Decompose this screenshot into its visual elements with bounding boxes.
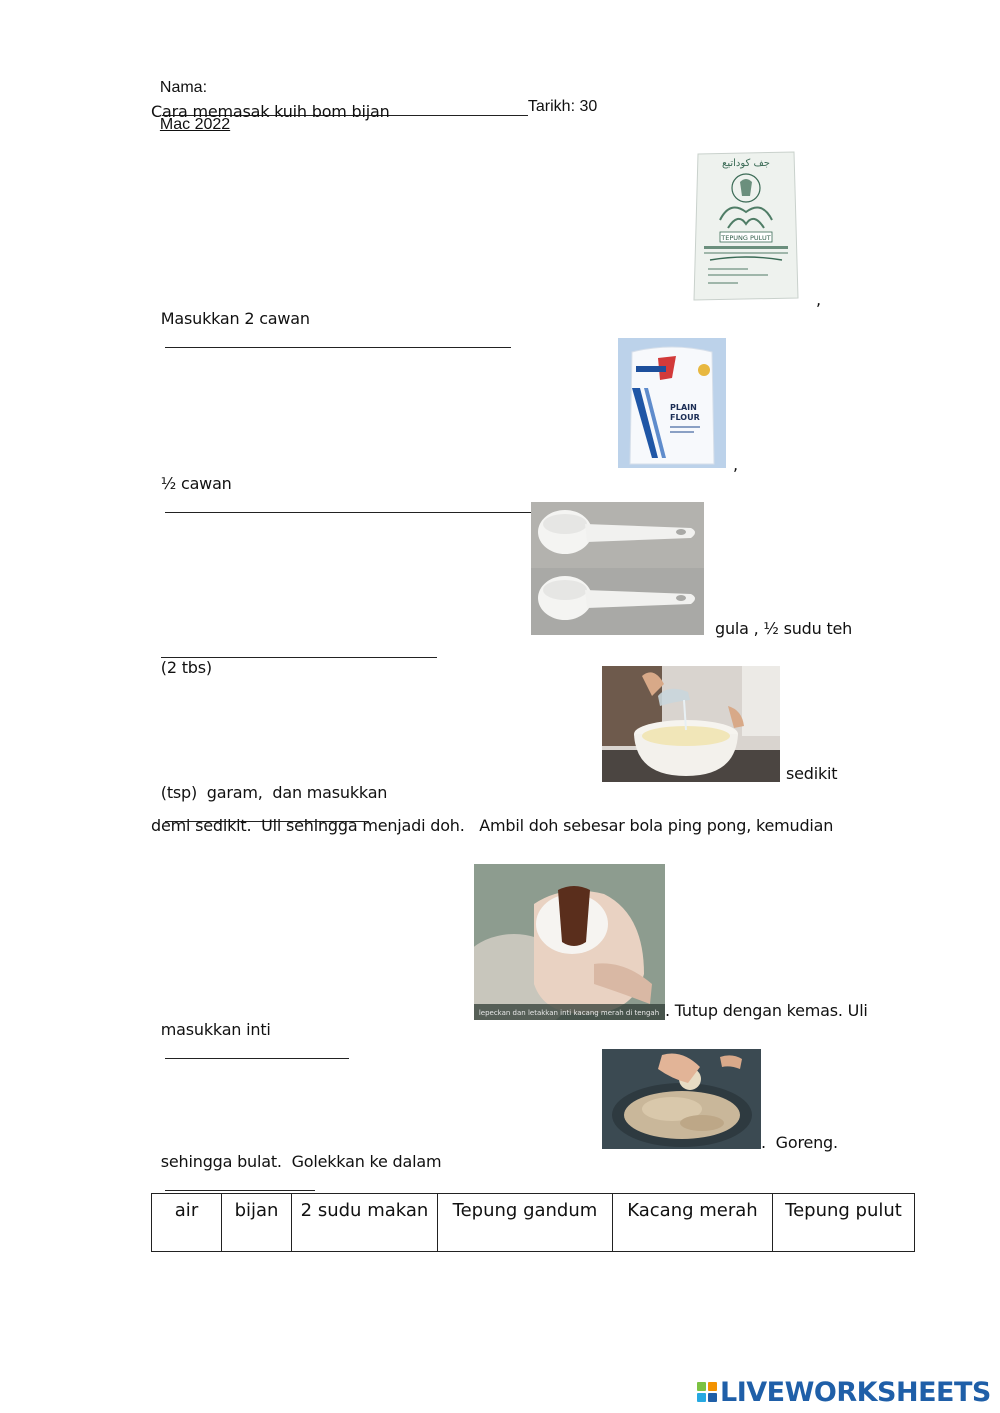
line-7-after: . Goreng. [761,1133,838,1152]
svg-text:جف كوداتيع: جف كوداتيع [722,158,770,169]
date-label: Tarikh: 30 [527,98,598,115]
header-line [151,61,597,134]
line-6-text: masukkan inti [160,1020,271,1039]
word-bank-cell: Kacang merah [613,1194,773,1252]
line-3 [151,619,437,677]
line-1 [151,290,511,348]
line-3-paren: (2 tbs) [160,658,212,677]
line-5: demi sedikit. Uli sehingga menjadi doh. Ambil doh sebesar bola ping pong, kemudian [151,816,834,835]
tepung-pulut-bag-image [690,150,802,302]
page-title: Cara memasak kuih bom bijan [151,102,390,121]
line-1-comma: , [816,290,821,309]
sesame-rolling-image [602,1049,761,1149]
line-6 [151,1001,349,1059]
liveworksheets-logo-icon [697,1382,717,1402]
name-label: Nama: [159,79,208,96]
word-bank-cell: air [152,1194,222,1252]
word-bank-cell: Tepung gandum [438,1194,613,1252]
liveworksheets-brand [697,1376,991,1408]
line-3-after: gula , ½ sudu teh [715,619,853,638]
red-bean-filling-image [474,864,665,1020]
answer-3-input[interactable] [161,639,437,658]
line-4 [151,764,387,822]
flour-bag-label-1: PLAIN [670,403,697,412]
plain-flour-bag-image [618,338,726,468]
line-2-text: ½ cawan [160,474,232,493]
answer-5-input[interactable] [165,1040,349,1059]
date-value: Mac 2022 [159,116,231,133]
flour-bag-label-2: FLOUR [670,413,700,422]
answer-1-input[interactable] [165,329,511,348]
line-6-after: . Tutup dengan kemas. Uli [665,1001,868,1020]
line-7-text: sehingga bulat. Golekkan ke dalam [160,1152,442,1171]
line-1-text: Masukkan 2 cawan [160,309,310,328]
line-4-after: sedikit [786,764,838,783]
answer-2-input[interactable] [165,494,557,513]
line-2-comma: , [733,455,738,474]
answer-6-input[interactable] [165,1172,315,1191]
word-bank-cell: 2 sudu makan [292,1194,438,1252]
tablespoons-image [531,502,704,635]
line-2 [151,455,557,513]
brand-name: LIVEWORKSHEETS [720,1376,991,1408]
line-4-text: (tsp) garam, dan masukkan [160,783,388,802]
word-bank-table [151,1193,915,1252]
word-bank-cell: Tepung pulut [773,1194,915,1252]
pulut-bag-label: TEPUNG PULUT [721,234,771,242]
word-bank-cell: bijan [222,1194,292,1252]
line-7 [151,1133,441,1191]
red-bean-caption: lepeckan dan letakkan inti kacang merah di tengah [478,1009,660,1017]
word-bank-row [152,1194,915,1252]
pouring-water-image [602,666,780,782]
